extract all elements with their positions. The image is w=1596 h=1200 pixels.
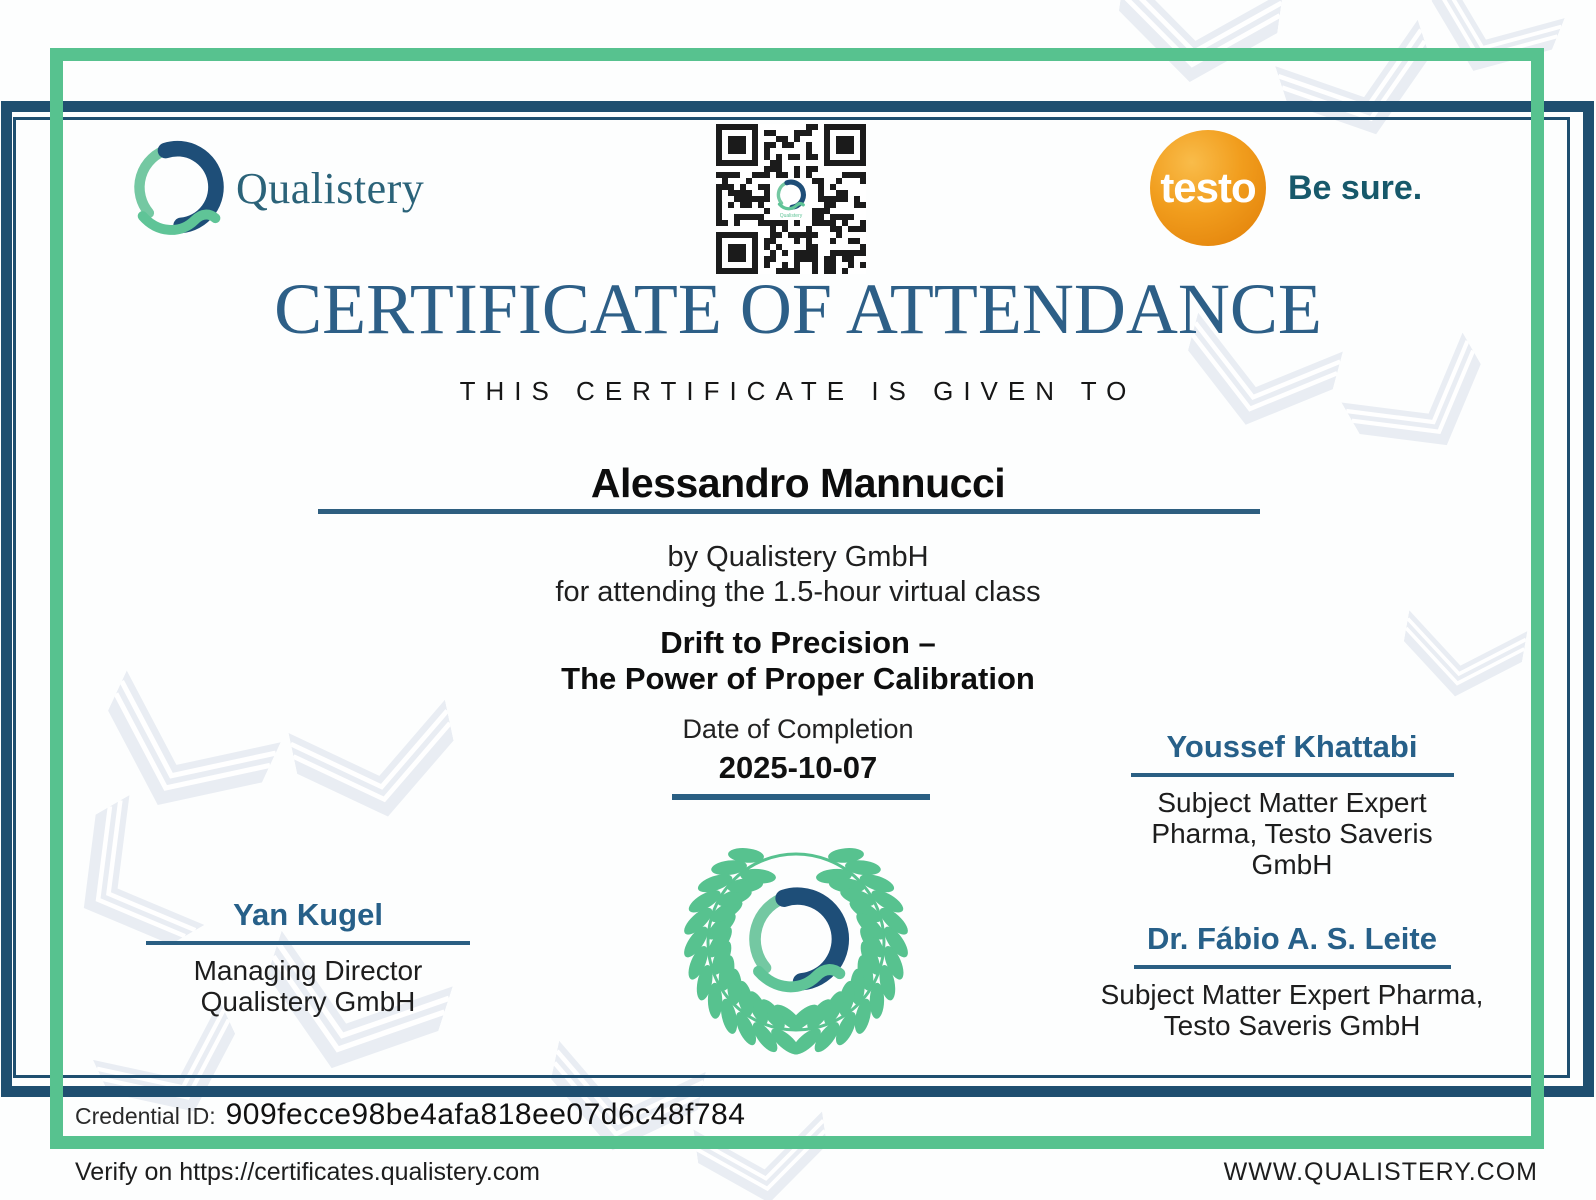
issuer-line: by Qualistery GmbH <box>667 541 929 573</box>
completion-date-label: Date of Completion <box>682 714 914 744</box>
completion-date-underline <box>672 794 930 800</box>
signatory-youssef-khattabi <box>1104 729 1480 880</box>
signature-line <box>146 941 470 945</box>
credential-id-value: 909fecce98be4afa818ee07d6c48f784 <box>225 1098 746 1131</box>
testo-logo-text: testo <box>1160 164 1256 211</box>
reason-line: for attending the 1.5-hour virtual class <box>555 576 1041 608</box>
certificate-title: CERTIFICATE OF ATTENDANCE <box>274 269 1322 349</box>
recipient-name-underline <box>318 509 1260 514</box>
signatory-fabio-leite <box>1096 921 1488 1041</box>
testo-ball-icon <box>1150 130 1266 246</box>
credential-id-label: Credential ID: <box>75 1103 216 1129</box>
signature-line <box>1131 773 1454 777</box>
course-title-line2: The Power of Proper Calibration <box>561 661 1035 696</box>
completion-date-value: 2025-10-07 <box>718 750 878 785</box>
course-title-line1: Drift to Precision – <box>660 625 936 660</box>
testo-tagline: Be sure. <box>1288 168 1423 207</box>
website-text: WWW.QUALISTERY.COM <box>1223 1158 1538 1186</box>
signatory-title-line: Qualistery GmbH <box>200 986 416 1017</box>
course-title-block <box>0 625 1596 697</box>
signatory-title-line: Pharma, Testo Saveris <box>1151 818 1433 849</box>
signatory-name: Youssef Khattabi <box>1166 729 1418 764</box>
qr-code <box>716 124 866 274</box>
certificate-subtitle: THIS CERTIFICATE IS GIVEN TO <box>459 376 1137 406</box>
signatory-title-line: Subject Matter Expert Pharma, <box>1100 979 1484 1010</box>
signatory-title-line: GmbH <box>1251 849 1333 880</box>
svg-text:Qualistery: Qualistery <box>779 213 803 219</box>
qualistery-logo <box>126 136 424 240</box>
signatory-name: Yan Kugel <box>233 897 383 932</box>
credential-row <box>75 1098 745 1132</box>
signatory-name: Dr. Fábio A. S. Leite <box>1147 921 1437 956</box>
recipient-name: Alessandro Mannucci <box>590 460 1006 506</box>
signatory-yan-kugel <box>120 897 496 1017</box>
signatory-title-line: Managing Director <box>193 955 423 986</box>
testo-logo <box>1150 130 1422 246</box>
verify-url-text: Verify on https://certificates.qualistery.com <box>75 1158 541 1186</box>
signatory-title-line: Testo Saveris GmbH <box>1163 1010 1421 1041</box>
signature-line <box>1134 965 1451 969</box>
qualistery-logo-text: Qualistery <box>236 163 425 213</box>
laurel-wreath-seal <box>672 822 920 1062</box>
qualistery-q-icon <box>126 136 230 240</box>
signatory-title-line: Subject Matter Expert <box>1157 787 1427 818</box>
issuer-block <box>0 540 1596 610</box>
